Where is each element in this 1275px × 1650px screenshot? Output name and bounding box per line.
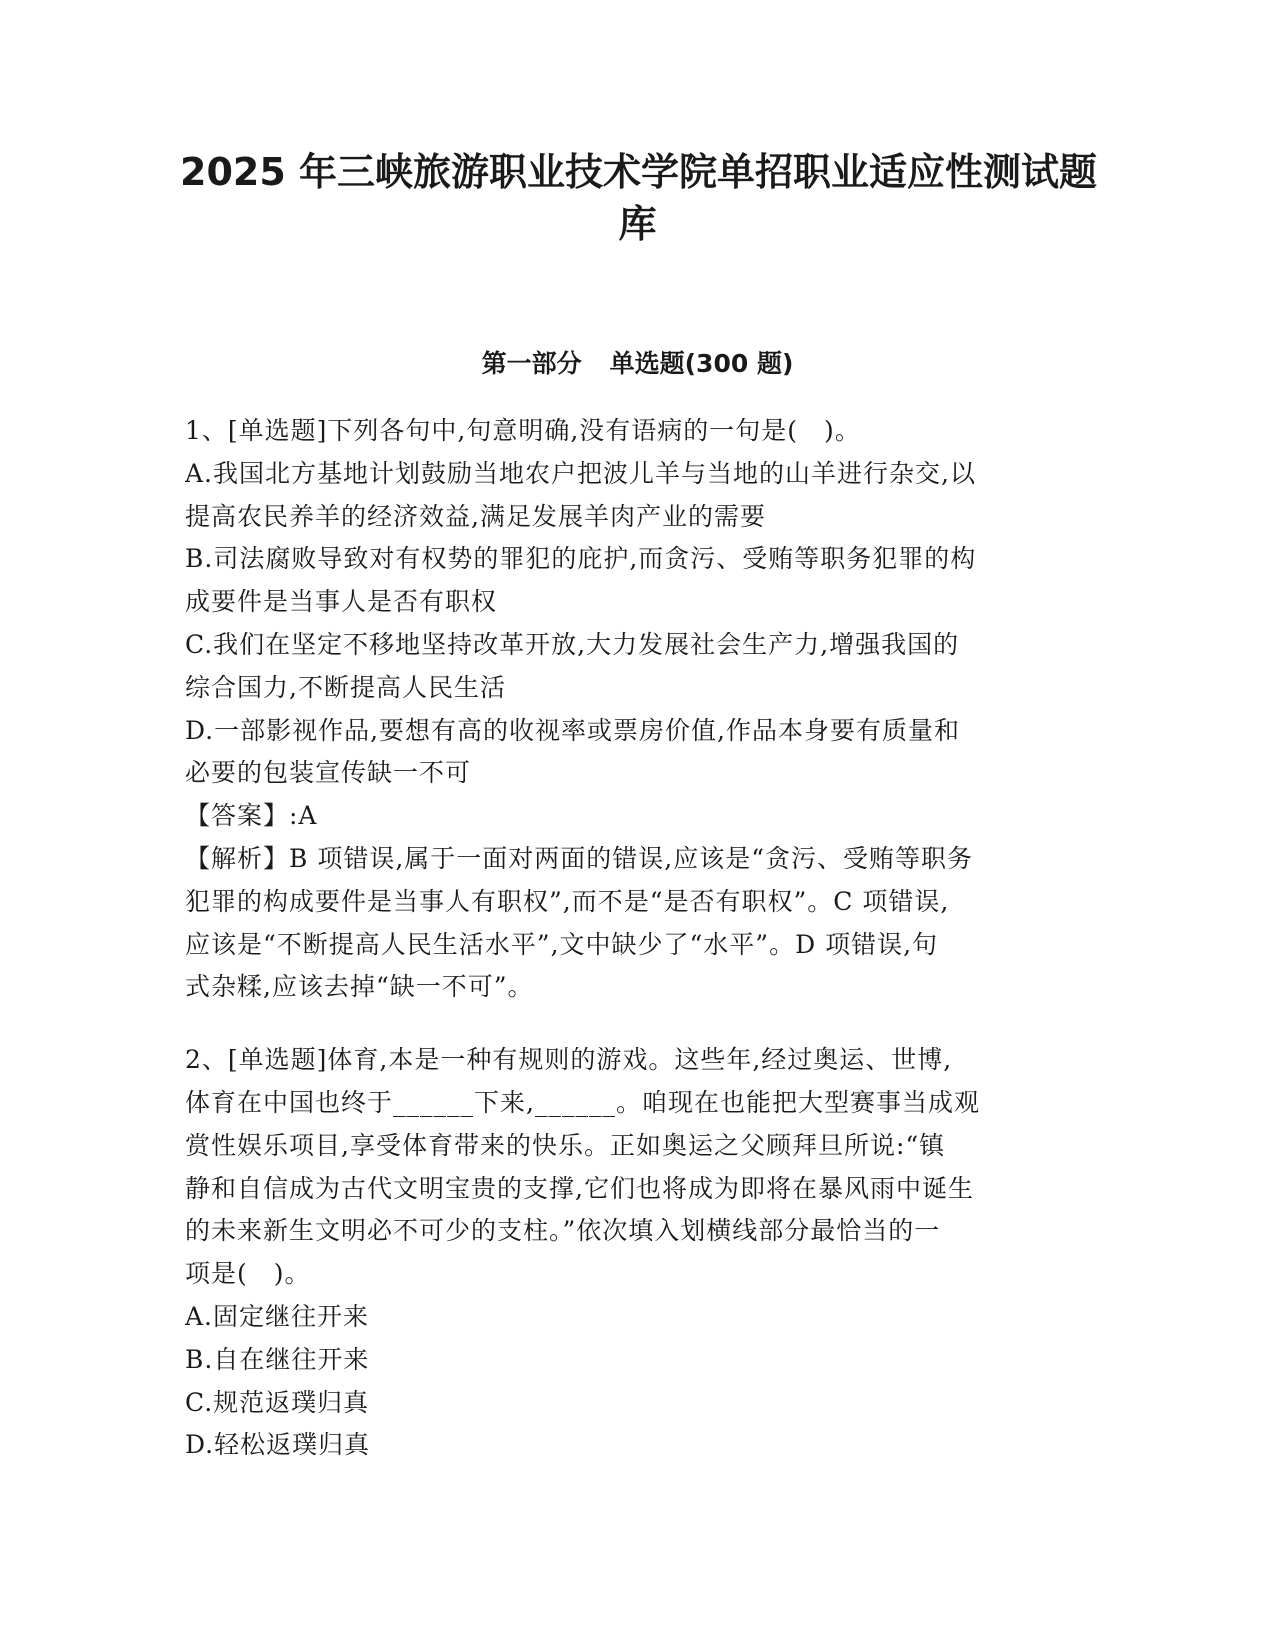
option-line: 综合国力,不断提高人民生活 bbox=[185, 672, 506, 702]
option-line: 必要的包装宣传缺一不可 bbox=[185, 758, 472, 788]
question-stem-line: 赏性娱乐项目,享受体育带来的快乐。正如奥运之父顾拜旦所说:“镇 bbox=[185, 1130, 946, 1160]
document-title bbox=[180, 146, 1095, 250]
document-title-line-1: 2025 年三峡旅游职业技术学院单招职业适应性测试题 bbox=[180, 150, 1097, 194]
section-part-label: 第一部分 bbox=[481, 349, 582, 378]
option-line: 成要件是当事人是否有职权 bbox=[185, 587, 498, 617]
option-line: A.我国北方基地计划鼓励当地农户把波儿羊与当地的山羊进行杂交,以 bbox=[185, 458, 976, 488]
option-line: B.司法腐败导致对有权势的罪犯的庇护,而贪污、受贿等职务犯罪的构 bbox=[185, 544, 977, 574]
document-title-line-2: 库 bbox=[618, 202, 657, 246]
analysis-line: 应该是“不断提高人民生活水平”,文中缺少了“水平”。D 项错误,句 bbox=[185, 929, 939, 959]
question-stem-line: 1、[单选题]下列各句中,句意明确,没有语病的一句是( )。 bbox=[185, 416, 861, 445]
option-line: C.我们在坚定不移地坚持改革开放,大力发展社会生产力,增强我国的 bbox=[185, 629, 960, 659]
question-spacer bbox=[185, 1009, 1090, 1039]
question-2 bbox=[185, 1039, 1090, 1467]
question-stem-line: 2、[单选题]体育,本是一种有规则的游戏。这些年,经过奥运、世博, bbox=[185, 1045, 953, 1075]
option-line: D.轻松返璞归真 bbox=[185, 1430, 371, 1460]
question-list bbox=[185, 410, 1090, 1467]
section-type-label: 单选题(300 题) bbox=[609, 349, 794, 378]
option-line: 提高农民养羊的经济效益,满足发展羊肉产业的需要 bbox=[185, 501, 766, 531]
analysis-line: 犯罪的构成要件是当事人有职权”,而不是“是否有职权”。C 项错误, bbox=[185, 886, 950, 916]
question-stem-line: 体育在中国也终于______下来,______。咱现在也能把大型赛事当成观 bbox=[185, 1087, 980, 1117]
option-line: C.规范返璞归真 bbox=[185, 1387, 370, 1417]
option-line: D.一部影视作品,要想有高的收视率或票房价值,作品本身要有质量和 bbox=[185, 715, 960, 745]
section-heading bbox=[180, 346, 1095, 382]
question-stem-line: 静和自信成为古代文明宝贵的支撑,它们也将成为即将在暴风雨中诞生 bbox=[185, 1173, 974, 1203]
analysis-line: 【解析】B 项错误,属于一面对两面的错误,应该是“贪污、受贿等职务 bbox=[185, 843, 973, 873]
question-1 bbox=[185, 410, 1090, 1009]
option-line: B.自在继往开来 bbox=[185, 1344, 370, 1374]
question-stem-line: 项是( )。 bbox=[185, 1259, 311, 1289]
analysis-line: 式杂糅,应该去掉“缺一不可”。 bbox=[185, 972, 534, 1002]
question-stem-line: 的未来新生文明必不可少的支柱。”依次填入划横线部分最恰当的一 bbox=[185, 1216, 941, 1246]
answer-line: 【答案】:A bbox=[185, 801, 318, 831]
option-line: A.固定继往开来 bbox=[185, 1301, 370, 1331]
